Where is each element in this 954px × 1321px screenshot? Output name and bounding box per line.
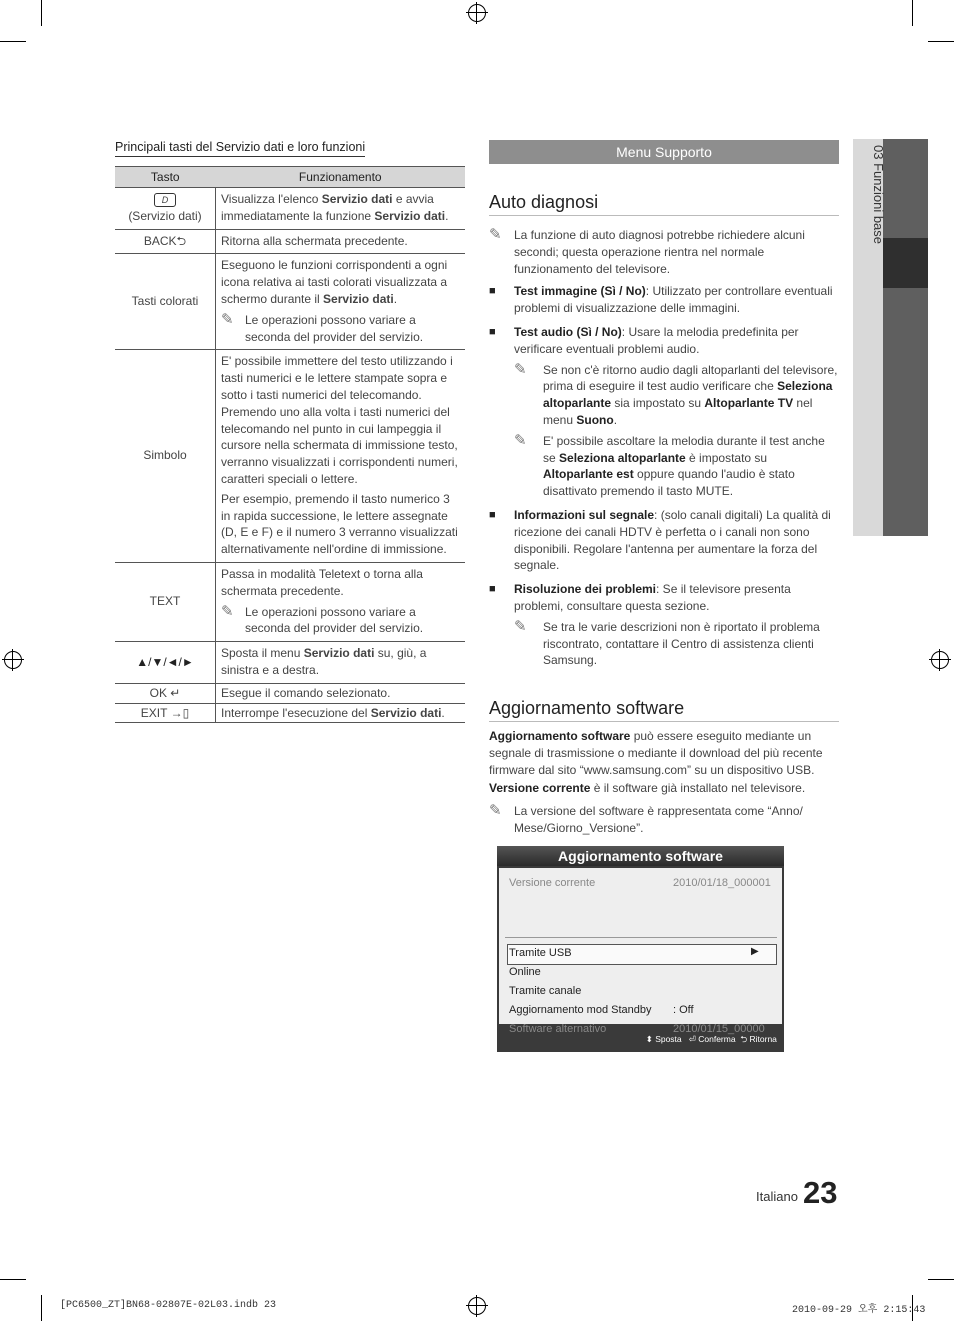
osd-item-alternative[interactable]: Software alternativo — [509, 1023, 607, 1035]
function-cell: Passa in modalità Teletext o torna alla schermata precedente. ✎ Le operazioni possono variare a seconda del provider del servizio. — [216, 562, 466, 641]
registration-mark-icon — [931, 651, 949, 669]
note-pencil-icon: ✎ — [489, 226, 502, 243]
table-row — [115, 683, 465, 703]
osd-alternative-value: 2010/01/15_00000 — [673, 1023, 765, 1035]
osd-version-value: 2010/01/18_000001 — [673, 877, 771, 889]
page-language: Italiano — [756, 1189, 798, 1204]
enter-icon: ⏎ — [688, 1034, 696, 1044]
note-pencil-icon: ✎ — [221, 310, 234, 328]
table-header-key: Tasto — [115, 167, 216, 188]
osd-item-channel[interactable]: Tramite canale — [509, 985, 582, 997]
osd-item-usb[interactable]: Tramite USB — [509, 947, 572, 959]
table-header-function: Funzionamento — [216, 167, 466, 188]
table-row — [115, 703, 465, 723]
osd-standby-value: : Off — [673, 1004, 694, 1016]
heading-aggiornamento-software: Aggiornamento software — [489, 698, 839, 722]
bullet-square-icon: ■ — [489, 508, 496, 521]
chapter-tab-dark — [883, 139, 928, 536]
note-pencil-icon: ✎ — [514, 431, 527, 449]
data-service-key-icon: D — [154, 193, 176, 207]
osd-version-label: Versione corrente — [509, 877, 596, 889]
osd-title: Aggiornamento software — [497, 846, 784, 866]
function-cell: Interrompe l'esecuzione del Servizio dati. — [216, 703, 466, 723]
osd-footer: ⬍ Sposta ⏎ Conferma ⮌ Ritorna — [645, 1034, 777, 1044]
print-footer-date: 2010-09-29 오후 2:15:43 — [792, 1305, 926, 1316]
key-cell: OK ↵ — [115, 683, 216, 703]
key-label: (Servizio dati) — [128, 208, 202, 223]
table-row — [115, 562, 465, 641]
crop-mark — [912, 0, 913, 26]
table-row — [115, 229, 465, 254]
function-cell: Ritorna alla schermata precedente. — [216, 229, 466, 254]
return-icon: ⮌ — [740, 1034, 748, 1044]
chapter-tab-marker — [883, 238, 928, 288]
key-cell: Simbolo — [115, 350, 216, 563]
note-pencil-icon: ✎ — [514, 617, 527, 635]
registration-mark-icon — [468, 4, 486, 22]
key-cell: TEXT — [115, 562, 216, 641]
auto-diagnosi-content: ✎ La funzione di auto diagnosi potrebbe richiedere alcuni secondi; questa operazione rientra nel normale funzionamento del televisore. ■ Test immagine (Sì / No): Utilizzato per controllare eventuali problemi di visualizzazione delle immagini. ■ Test audio (Sì / No): Usare la melodia predefinita per verificare eventuali problemi audio. ✎ Se non c'è ritorno audio dagli altoparlanti del televisore, prima di eseguire il test audio verificare che Seleziona altoparlante sia impostato su Altoparlante TV nel menu Suono. ✎ E' possibile ascoltare la melodia durante il test anche se Seleziona altoparlante è impostato su Altoparlante est oppure quando l'audio è stato disattivato premendo il tasto MUTE. ■ Informazioni sul segnale: (solo canali digitali) La qualità di ricezione dei canali HDTV è perfetta o i canali non sono disponibili. Regolare l'antenna per aumentare la forza del segnale. ■ Risoluzione dei problemi: Se il televisore presenta problemi, consultare questa sezione. ✎ Se tra le varie descrizioni non è riportato il problema riscontrato, contattare il Centro di assistenza clienti Samsung. — [489, 226, 838, 668]
chapter-tab-label: 03 Funzioni base — [871, 145, 886, 245]
table-row — [115, 350, 465, 563]
table-row — [115, 642, 465, 684]
key-cell: EXIT →▯ — [115, 703, 216, 723]
registration-mark-icon — [468, 1297, 486, 1315]
bullet-square-icon: ■ — [489, 325, 496, 338]
table-row — [115, 254, 465, 350]
note-pencil-icon: ✎ — [514, 360, 527, 378]
osd-body — [499, 868, 782, 1035]
osd-item-online[interactable]: Online — [509, 966, 541, 978]
crop-mark — [41, 0, 42, 26]
key-cell — [115, 188, 216, 230]
aggiornamento-content: Aggiornamento software può essere eseguito mediante un segnale di trasmissione o mediante il download del più recente firmware dal sito “www.samsung.com” su un dispositivo USB. Versione corrente è il software già installato nel televisore. ✎ La versione del software è rappresentata come “Anno/ Mese/Giorno_Versione”. — [489, 729, 823, 835]
keys-table — [115, 166, 465, 723]
key-cell: Tasti colorati — [115, 254, 216, 350]
table-row — [115, 188, 465, 230]
function-cell: Sposta il menu Servizio dati su, giù, a sinistra e a destra. — [216, 642, 466, 684]
function-cell: E' possibile immettere del testo utilizzando i tasti numerici e le lettere stampate sopra e sotto i tasti numerici del telecomando. Premendo uno alla volta i tasti numerici del telecomando nel punto in cui lampeggia il cursore nella schermata di immissione testo, verranno visualizzati i corrispondenti numeri, caratteri speciali o lettere. Per esempio, premendo il tasto numerico 3 in rapida successione, le lettere assegnate (D, E e F) e il numero 3 verranno visualizzati alternativamente nell'ordine di immissione. — [216, 350, 466, 563]
osd-divider — [505, 937, 777, 938]
function-cell: Eseguono le funzioni corrispondenti a ogni icona relativa ai tasti colorati visualizzata a schermo durante il Servizio dati. ✎ Le operazioni possono variare a seconda del provider del servizio. — [216, 254, 466, 350]
page-number: 23 — [803, 1175, 838, 1210]
note-pencil-icon: ✎ — [489, 802, 502, 820]
registration-mark-icon — [4, 651, 22, 669]
play-arrow-icon: ▶ — [751, 946, 759, 957]
section-bar-menu-supporto: Menu Supporto — [489, 140, 839, 164]
osd-software-update-screen — [497, 846, 784, 1052]
print-footer-file: [PC6500_ZT]BN68-02807E-02L03.indb 23 — [60, 1300, 277, 1311]
table-caption: Principali tasti del Servizio dati e loro funzioni — [115, 140, 365, 157]
heading-auto-diagnosi: Auto diagnosi — [489, 192, 839, 216]
osd-item-standby[interactable]: Aggiornamento mod Standby — [509, 1004, 652, 1016]
move-arrows-icon: ⬍ — [645, 1034, 653, 1044]
bullet-square-icon: ■ — [489, 583, 496, 596]
function-cell: Esegue il comando selezionato. — [216, 683, 466, 703]
crop-mark — [928, 1279, 954, 1280]
function-cell: Visualizza l'elenco Servizio dati e avvia immediatamente la funzione Servizio dati. — [216, 188, 466, 230]
bullet-square-icon: ■ — [489, 285, 496, 298]
crop-mark — [928, 41, 954, 42]
crop-mark — [0, 41, 26, 42]
key-cell: BACK⮌ — [115, 229, 216, 254]
key-cell: ▲/▼/◄/► — [115, 642, 216, 684]
crop-mark — [0, 1279, 26, 1280]
note-pencil-icon: ✎ — [221, 602, 234, 620]
crop-mark — [41, 1295, 42, 1321]
